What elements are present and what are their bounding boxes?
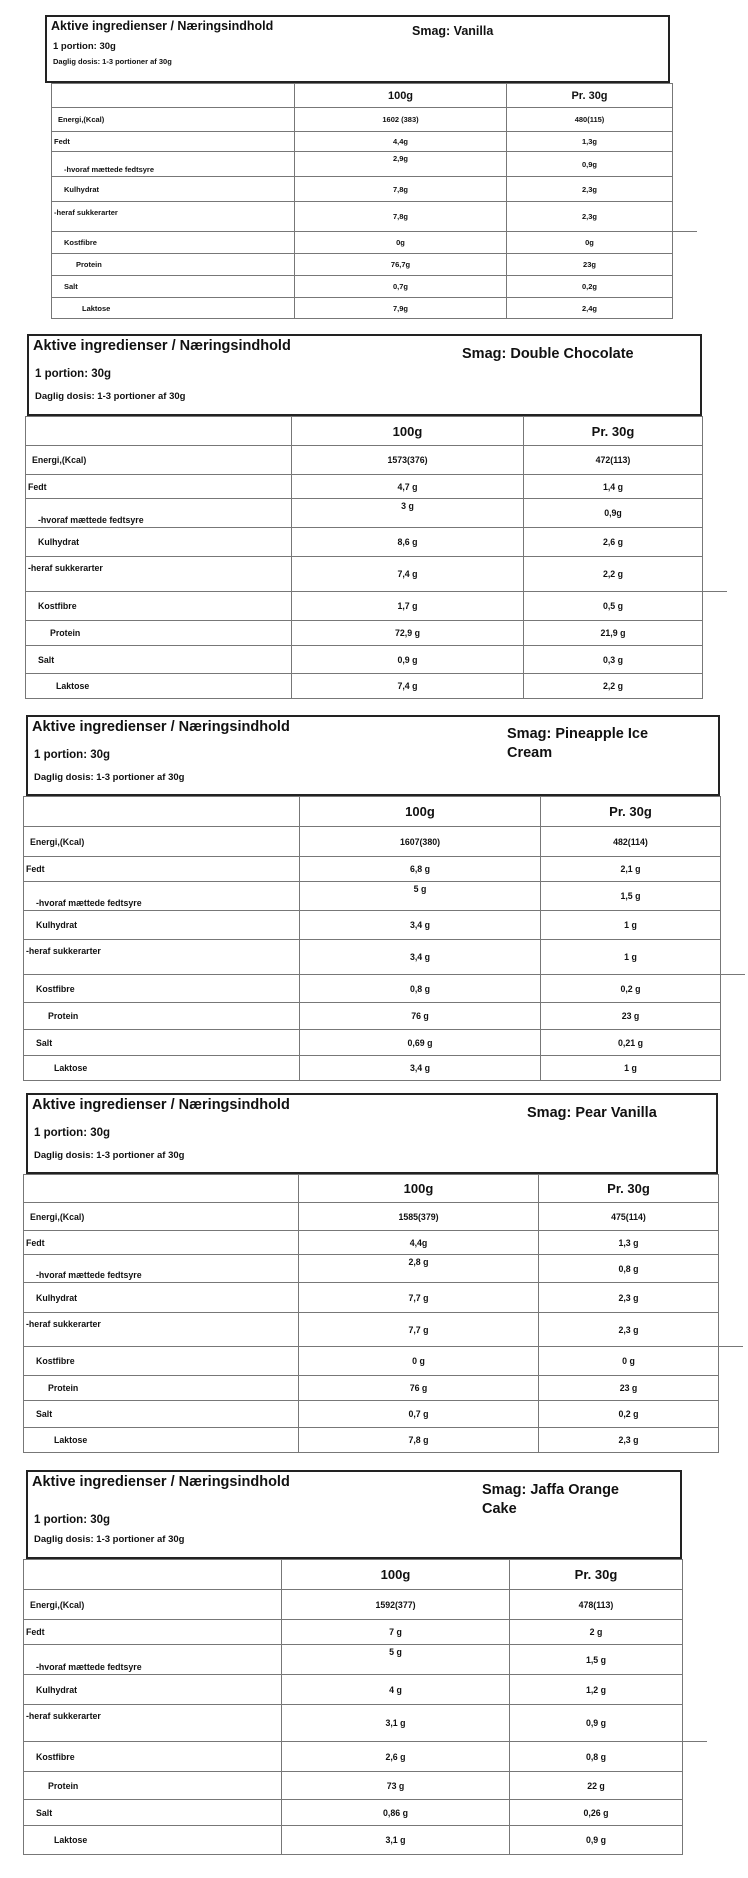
nutrient-name: Salt [24, 1030, 300, 1056]
nutrient-name: Energi,(Kcal) [24, 1590, 282, 1620]
flavor-name: Smag: Double Chocolate [462, 346, 634, 362]
value-per-30g: 0,9g [507, 152, 673, 177]
value-per-30g: 22 g [510, 1772, 683, 1800]
column-header-100g: 100g [295, 84, 507, 108]
nutrient-name: Kulhydrat [26, 528, 292, 557]
value-per-100g: 76 g [300, 1003, 541, 1030]
table-header-row [24, 797, 721, 827]
value-per-30g: 2,4g [507, 298, 673, 319]
nutrient-name: Fedt [52, 132, 295, 152]
label-title: Aktive ingredienser / Næringsindhold [32, 1474, 290, 1490]
nutrient-name: Kostfibre [26, 592, 292, 621]
nutrient-name: -heraf sukkerarter [52, 202, 295, 232]
rule-line [45, 591, 727, 592]
value-per-100g: 8,6 g [292, 528, 524, 557]
rule-line [71, 231, 697, 232]
flavor-name: Smag: Vanilla [412, 24, 494, 38]
value-per-30g: 1,3g [507, 132, 673, 152]
nutrient-name: Protein [52, 254, 295, 276]
table-row-sugars [24, 1705, 683, 1742]
table-row-carbohydrate [24, 911, 721, 940]
table-row-fibre [24, 975, 721, 1003]
table-row-lactose [52, 298, 673, 319]
daily-dose: Daglig dosis: 1-3 portioner af 30g [35, 391, 186, 402]
table-row-fat [24, 857, 721, 882]
value-per-30g: 2,1 g [541, 857, 721, 882]
table-header-row [26, 417, 703, 446]
value-per-100g: 2,6 g [282, 1742, 510, 1772]
value-per-100g: 7,8g [295, 202, 507, 232]
table-row-protein [24, 1772, 683, 1800]
nutrient-name: Laktose [24, 1428, 299, 1453]
value-per-100g: 4,7 g [292, 475, 524, 499]
value-per-30g: 2,3 g [539, 1283, 719, 1313]
nutrition-table [23, 796, 721, 1081]
nutrition-table [51, 83, 673, 319]
flavor-name: Smag: Jaffa Orange Cake [482, 1482, 619, 1517]
table-header-row [24, 1560, 683, 1590]
nutrient-name: Laktose [26, 674, 292, 699]
value-per-100g: 7,4 g [292, 674, 524, 699]
table-row-protein [24, 1003, 721, 1030]
table-row-saturated-fat [24, 1645, 683, 1675]
label-title: Aktive ingredienser / Næringsindhold [33, 338, 291, 354]
value-per-100g: 0g [295, 232, 507, 254]
table-row-carbohydrate [24, 1675, 683, 1705]
table-row-energy [24, 827, 721, 857]
value-per-100g: 1602 (383) [295, 108, 507, 132]
value-per-30g: 0,9g [524, 499, 703, 528]
value-per-30g: 0,2g [507, 276, 673, 298]
value-per-30g: 0,3 g [524, 646, 703, 674]
nutrient-name: Fedt [24, 1620, 282, 1645]
table-header-row [52, 84, 673, 108]
value-per-100g: 3,4 g [300, 940, 541, 975]
nutrient-name: Laktose [52, 298, 295, 319]
header-empty-cell [24, 1560, 282, 1590]
value-per-30g: 21,9 g [524, 621, 703, 646]
daily-dose: Daglig dosis: 1-3 portioner af 30g [53, 57, 172, 66]
table-row-fibre [26, 592, 703, 621]
column-header-per-30g: Pr. 30g [507, 84, 673, 108]
nutrient-name: Salt [26, 646, 292, 674]
value-per-30g: 23 g [541, 1003, 721, 1030]
nutrient-name: -hvoraf mættede fedtsyre [24, 1645, 282, 1675]
nutrient-name: Salt [24, 1401, 299, 1428]
value-per-30g: 0,26 g [510, 1800, 683, 1826]
nutrient-name: Kulhydrat [52, 177, 295, 202]
value-per-100g: 3,4 g [300, 911, 541, 940]
value-per-100g: 0,9 g [292, 646, 524, 674]
value-per-100g: 7,8g [295, 177, 507, 202]
value-per-30g: 0,9 g [510, 1705, 683, 1742]
portion-size: 1 portion: 30g [35, 368, 112, 380]
label-title: Aktive ingredienser / Næringsindhold [32, 1097, 290, 1113]
value-per-30g: 2,3 g [539, 1428, 719, 1453]
table-row-sugars [26, 557, 703, 592]
nutrient-name: Kostfibre [52, 232, 295, 254]
value-per-100g: 76 g [299, 1376, 539, 1401]
nutrient-name: Kulhydrat [24, 1283, 299, 1313]
column-header-100g: 100g [282, 1560, 510, 1590]
table-row-salt [24, 1401, 719, 1428]
table-row-energy [24, 1590, 683, 1620]
value-per-100g: 4 g [282, 1675, 510, 1705]
value-per-30g: 482(114) [541, 827, 721, 857]
table-row-carbohydrate [52, 177, 673, 202]
value-per-30g: 0,21 g [541, 1030, 721, 1056]
value-per-100g: 0 g [299, 1347, 539, 1376]
nutrient-name: Fedt [26, 475, 292, 499]
nutrient-name: Kostfibre [24, 1742, 282, 1772]
table-row-lactose [24, 1826, 683, 1855]
table-row-fat [24, 1620, 683, 1645]
nutrient-name: Fedt [24, 1231, 299, 1255]
label-title: Aktive ingredienser / Næringsindhold [51, 19, 274, 33]
value-per-30g: 23 g [539, 1376, 719, 1401]
nutrient-name: Salt [52, 276, 295, 298]
label-header [45, 15, 670, 83]
value-per-30g: 0,8 g [539, 1255, 719, 1283]
label-header [26, 1470, 682, 1559]
value-per-30g: 480(115) [507, 108, 673, 132]
daily-dose: Daglig dosis: 1-3 portioner af 30g [34, 1150, 185, 1161]
nutrient-name: -heraf sukkerarter [26, 557, 292, 592]
header-empty-cell [24, 797, 300, 827]
portion-size: 1 portion: 30g [34, 1127, 111, 1139]
nutrient-name: Energi,(Kcal) [52, 108, 295, 132]
value-per-100g: 3,1 g [282, 1705, 510, 1742]
nutrient-name: -hvoraf mættede fedtsyre [24, 1255, 299, 1283]
nutrient-name: -heraf sukkerarter [24, 940, 300, 975]
table-row-protein [52, 254, 673, 276]
daily-dose: Daglig dosis: 1-3 portioner af 30g [34, 772, 185, 783]
flavor-name: Smag: Pineapple Ice Cream [507, 726, 649, 761]
table-row-fibre [24, 1347, 719, 1376]
portion-size: 1 portion: 30g [34, 1514, 111, 1526]
daily-dose: Daglig dosis: 1-3 portioner af 30g [34, 1534, 185, 1545]
value-per-100g: 1592(377) [282, 1590, 510, 1620]
portion-size: 1 portion: 30g [53, 41, 116, 52]
nutrient-name: Protein [24, 1772, 282, 1800]
value-per-30g: 475(114) [539, 1203, 719, 1231]
value-per-30g: 0,5 g [524, 592, 703, 621]
value-per-30g: 1,4 g [524, 475, 703, 499]
value-per-100g: 7,7 g [299, 1313, 539, 1347]
table-row-fat [52, 132, 673, 152]
value-per-100g: 7 g [282, 1620, 510, 1645]
column-header-100g: 100g [300, 797, 541, 827]
column-header-per-30g: Pr. 30g [524, 417, 703, 446]
table-row-carbohydrate [26, 528, 703, 557]
value-per-30g: 1,5 g [510, 1645, 683, 1675]
table-row-saturated-fat [52, 152, 673, 177]
label-header [26, 715, 720, 796]
value-per-100g: 2,8 g [299, 1255, 539, 1283]
table-row-lactose [26, 674, 703, 699]
column-header-100g: 100g [299, 1175, 539, 1203]
nutrient-name: -heraf sukkerarter [24, 1705, 282, 1742]
table-row-lactose [24, 1056, 721, 1081]
value-per-30g: 23g [507, 254, 673, 276]
value-per-30g: 1,5 g [541, 882, 721, 911]
flavor-name: Smag: Pear Vanilla [527, 1105, 657, 1121]
value-per-100g: 5 g [300, 882, 541, 911]
value-per-100g: 1573(376) [292, 446, 524, 475]
value-per-100g: 0,69 g [300, 1030, 541, 1056]
value-per-30g: 0g [507, 232, 673, 254]
value-per-30g: 2 g [510, 1620, 683, 1645]
nutrient-name: -hvoraf mættede fedtsyre [26, 499, 292, 528]
value-per-100g: 3,4 g [300, 1056, 541, 1081]
value-per-100g: 7,7 g [299, 1283, 539, 1313]
value-per-30g: 0 g [539, 1347, 719, 1376]
rule-line [43, 1741, 707, 1742]
column-header-per-30g: Pr. 30g [539, 1175, 719, 1203]
value-per-30g: 2,3 g [539, 1313, 719, 1347]
nutrient-name: Energi,(Kcal) [24, 1203, 299, 1231]
label-header [27, 334, 702, 416]
table-row-sugars [52, 202, 673, 232]
value-per-30g: 0,2 g [539, 1401, 719, 1428]
table-row-salt [24, 1800, 683, 1826]
value-per-100g: 76,7g [295, 254, 507, 276]
value-per-100g: 0,7g [295, 276, 507, 298]
value-per-100g: 73 g [282, 1772, 510, 1800]
value-per-100g: 72,9 g [292, 621, 524, 646]
table-row-fat [26, 475, 703, 499]
value-per-100g: 4,4g [299, 1231, 539, 1255]
nutrient-name: Energi,(Kcal) [24, 827, 300, 857]
column-header-per-30g: Pr. 30g [541, 797, 721, 827]
value-per-30g: 1 g [541, 1056, 721, 1081]
rule-line [43, 974, 745, 975]
value-per-100g: 7,9g [295, 298, 507, 319]
value-per-100g: 5 g [282, 1645, 510, 1675]
table-row-lactose [24, 1428, 719, 1453]
value-per-100g: 6,8 g [300, 857, 541, 882]
value-per-30g: 2,6 g [524, 528, 703, 557]
nutrient-name: Salt [24, 1800, 282, 1826]
nutrient-name: Protein [26, 621, 292, 646]
table-row-carbohydrate [24, 1283, 719, 1313]
table-row-energy [26, 446, 703, 475]
table-row-sugars [24, 1313, 719, 1347]
nutrient-name: Kostfibre [24, 975, 300, 1003]
value-per-100g: 7,8 g [299, 1428, 539, 1453]
value-per-100g: 0,8 g [300, 975, 541, 1003]
value-per-100g: 2,9g [295, 152, 507, 177]
table-row-salt [52, 276, 673, 298]
table-row-energy [52, 108, 673, 132]
value-per-30g: 0,9 g [510, 1826, 683, 1855]
nutrient-name: Laktose [24, 1056, 300, 1081]
nutrition-table [23, 1559, 683, 1855]
value-per-30g: 1 g [541, 911, 721, 940]
nutrient-name: Protein [24, 1003, 300, 1030]
value-per-30g: 2,2 g [524, 674, 703, 699]
label-header [26, 1093, 718, 1174]
table-row-saturated-fat [24, 1255, 719, 1283]
table-row-protein [24, 1376, 719, 1401]
nutrient-name: Kostfibre [24, 1347, 299, 1376]
column-header-100g: 100g [292, 417, 524, 446]
header-empty-cell [24, 1175, 299, 1203]
nutrition-table [23, 1174, 719, 1453]
value-per-100g: 0,7 g [299, 1401, 539, 1428]
value-per-100g: 4,4g [295, 132, 507, 152]
table-header-row [24, 1175, 719, 1203]
table-row-saturated-fat [24, 882, 721, 911]
nutrient-name: Kulhydrat [24, 1675, 282, 1705]
column-header-per-30g: Pr. 30g [510, 1560, 683, 1590]
value-per-100g: 1607(380) [300, 827, 541, 857]
nutrient-name: Energi,(Kcal) [26, 446, 292, 475]
table-row-protein [26, 621, 703, 646]
rule-line [43, 1346, 743, 1347]
value-per-100g: 1,7 g [292, 592, 524, 621]
header-empty-cell [26, 417, 292, 446]
header-empty-cell [52, 84, 295, 108]
value-per-100g: 0,86 g [282, 1800, 510, 1826]
table-row-fibre [52, 232, 673, 254]
value-per-30g: 1,3 g [539, 1231, 719, 1255]
value-per-30g: 2,3g [507, 202, 673, 232]
nutrient-name: Fedt [24, 857, 300, 882]
value-per-30g: 1,2 g [510, 1675, 683, 1705]
value-per-30g: 1 g [541, 940, 721, 975]
nutrient-name: -hvoraf mættede fedtsyre [52, 152, 295, 177]
table-row-salt [26, 646, 703, 674]
value-per-100g: 1585(379) [299, 1203, 539, 1231]
table-row-saturated-fat [26, 499, 703, 528]
value-per-30g: 2,3g [507, 177, 673, 202]
table-row-fat [24, 1231, 719, 1255]
value-per-100g: 7,4 g [292, 557, 524, 592]
value-per-100g: 3,1 g [282, 1826, 510, 1855]
table-row-salt [24, 1030, 721, 1056]
nutrient-name: Protein [24, 1376, 299, 1401]
value-per-100g: 3 g [292, 499, 524, 528]
label-title: Aktive ingredienser / Næringsindhold [32, 719, 290, 735]
value-per-30g: 0,2 g [541, 975, 721, 1003]
value-per-30g: 0,8 g [510, 1742, 683, 1772]
table-row-energy [24, 1203, 719, 1231]
nutrition-table [25, 416, 703, 699]
nutrient-name: -hvoraf mættede fedtsyre [24, 882, 300, 911]
nutrient-name: -heraf sukkerarter [24, 1313, 299, 1347]
portion-size: 1 portion: 30g [34, 749, 111, 761]
value-per-30g: 2,2 g [524, 557, 703, 592]
value-per-30g: 478(113) [510, 1590, 683, 1620]
nutrient-name: Kulhydrat [24, 911, 300, 940]
value-per-30g: 472(113) [524, 446, 703, 475]
nutrient-name: Laktose [24, 1826, 282, 1855]
table-row-sugars [24, 940, 721, 975]
table-row-fibre [24, 1742, 683, 1772]
